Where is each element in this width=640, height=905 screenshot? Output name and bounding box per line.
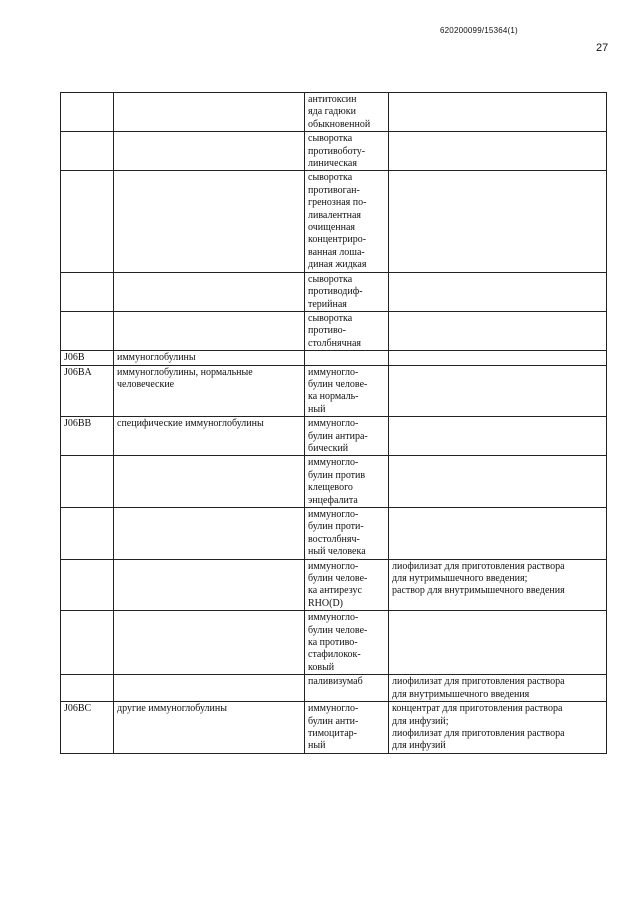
atc-code-cell <box>61 456 114 508</box>
drug-name-cell <box>305 351 389 365</box>
atc-code-cell: J06B <box>61 351 114 365</box>
atc-code-cell <box>61 93 114 132</box>
drug-name-cell: иммуногло- булин анти- тимоцитар- ный <box>305 702 389 754</box>
document-id: 620200099/15364(1) <box>440 26 518 35</box>
drug-name-cell: иммуногло- булин против клещевого энцефалита <box>305 456 389 508</box>
drug-name-cell: иммуногло- булин антира- бический <box>305 417 389 456</box>
group-name-cell: иммуноглобулины, нормальные человеческие <box>114 365 305 417</box>
table-row <box>61 611 607 675</box>
atc-code-cell: J06BB <box>61 417 114 456</box>
group-name-cell <box>114 311 305 350</box>
atc-code-cell: J06BC <box>61 702 114 754</box>
group-name-cell <box>114 132 305 171</box>
drug-name-cell: антитоксин яда гадюки обыкновенной <box>305 93 389 132</box>
table-row <box>61 132 607 171</box>
drug-name-cell: иммуногло- булин проти- востолбняч- ный человека <box>305 508 389 560</box>
dosage-form-cell <box>389 132 607 171</box>
dosage-form-cell: лиофилизат для приготовления раствора для внутримышечного введения <box>389 675 607 702</box>
group-name-cell <box>114 611 305 675</box>
table-row <box>61 559 607 611</box>
dosage-form-cell <box>389 272 607 311</box>
drug-name-cell: иммуногло- булин челове- ка антирезус RHO(D) <box>305 559 389 611</box>
drug-name-cell: сыворотка противоботу- линическая <box>305 132 389 171</box>
drug-table <box>60 92 607 754</box>
atc-code-cell: J06BA <box>61 365 114 417</box>
table-row <box>61 311 607 350</box>
drug-name-cell: сыворотка противо- столбнячная <box>305 311 389 350</box>
dosage-form-cell <box>389 508 607 560</box>
drug-name-cell: иммуногло- булин челове- ка нормаль- ный <box>305 365 389 417</box>
atc-code-cell <box>61 611 114 675</box>
atc-code-cell <box>61 171 114 272</box>
table-row <box>61 417 607 456</box>
drug-name-cell: иммуногло- булин челове- ка противо- стафилокок- ковый <box>305 611 389 675</box>
dosage-form-cell <box>389 93 607 132</box>
group-name-cell <box>114 675 305 702</box>
group-name-cell <box>114 559 305 611</box>
page-number: 27 <box>596 42 609 54</box>
dosage-form-cell <box>389 456 607 508</box>
drug-name-cell: сыворотка противоган- гренозная по- ливалентная очищенная концентриро- ванная лоша- диная жидкая <box>305 171 389 272</box>
dosage-form-cell <box>389 611 607 675</box>
dosage-form-cell <box>389 365 607 417</box>
group-name-cell: другие иммуноглобулины <box>114 702 305 754</box>
group-name-cell <box>114 93 305 132</box>
table-row <box>61 508 607 560</box>
dosage-form-cell: лиофилизат для приготовления раствора для нутримышечного введения; раствор для внутримышечного введения <box>389 559 607 611</box>
dosage-form-cell <box>389 417 607 456</box>
table-row <box>61 365 607 417</box>
group-name-cell <box>114 272 305 311</box>
atc-code-cell <box>61 559 114 611</box>
table-row <box>61 456 607 508</box>
atc-code-cell <box>61 132 114 171</box>
drug-table-body <box>61 93 607 754</box>
atc-code-cell <box>61 508 114 560</box>
atc-code-cell <box>61 675 114 702</box>
table-row <box>61 171 607 272</box>
group-name-cell <box>114 171 305 272</box>
table-row <box>61 702 607 754</box>
table-row <box>61 93 607 132</box>
table-row <box>61 351 607 365</box>
group-name-cell: иммуноглобулины <box>114 351 305 365</box>
group-name-cell <box>114 508 305 560</box>
dosage-form-cell: концентрат для приготовления раствора для инфузий; лиофилизат для приготовления раствора для инфузий <box>389 702 607 754</box>
atc-code-cell <box>61 272 114 311</box>
dosage-form-cell <box>389 351 607 365</box>
table-row <box>61 675 607 702</box>
atc-code-cell <box>61 311 114 350</box>
drug-name-cell: сыворотка противодиф- терийная <box>305 272 389 311</box>
dosage-form-cell <box>389 171 607 272</box>
dosage-form-cell <box>389 311 607 350</box>
table-row <box>61 272 607 311</box>
group-name-cell: специфические иммуноглобулины <box>114 417 305 456</box>
drug-name-cell: паливизумаб <box>305 675 389 702</box>
group-name-cell <box>114 456 305 508</box>
